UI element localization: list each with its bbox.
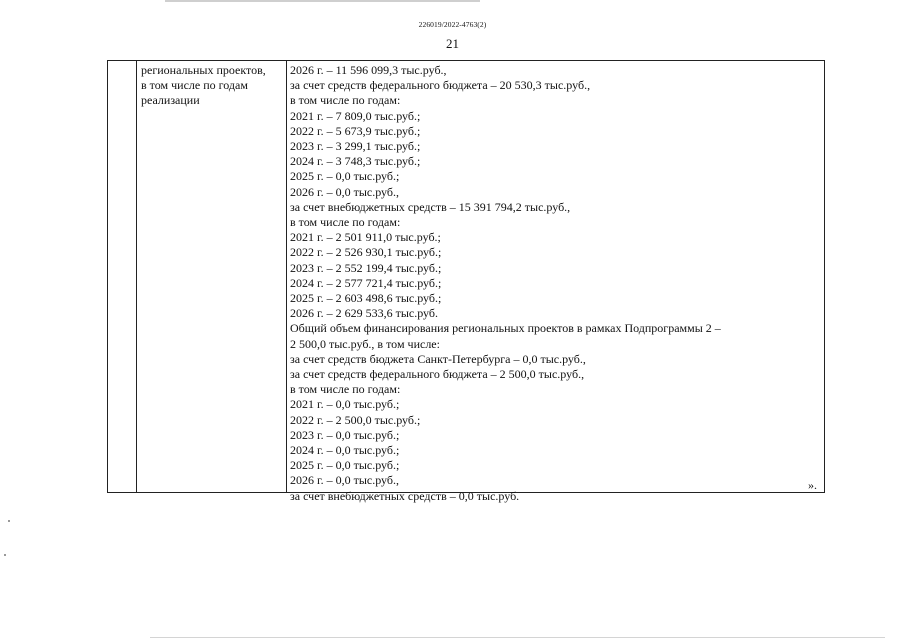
financing-line: за счет внебюджетных средств – 15 391 794,2 тыс.руб., [290,199,571,214]
financing-line: 2023 г. – 0,0 тыс.руб.; [290,427,400,442]
scan-speck [8,520,10,522]
financing-line: 2023 г. – 2 552 199,4 тыс.руб.; [290,260,442,275]
financing-line: 2026 г. – 2 629 533,6 тыс.руб. [290,306,438,321]
financing-line: в том числе по годам: [290,93,401,108]
financing-line: за счет средств федерального бюджета – 2 500,0 тыс.руб., [290,367,585,382]
financing-line: 2025 г. – 2 603 498,6 тыс.руб.; [290,291,442,306]
financing-line: 2025 г. – 0,0 тыс.руб.; [290,458,400,473]
label-cell [141,63,286,109]
financing-line: Общий объем финансирования региональных проектов в рамках Подпрограммы 2 – [290,321,721,336]
scan-edge-top [165,0,480,2]
financing-line: 2024 г. – 0,0 тыс.руб.; [290,443,400,458]
financing-line: 2025 г. – 0,0 тыс.руб.; [290,169,400,184]
financing-line: за счет средств бюджета Санкт-Петербурга – 0,0 тыс.руб., [290,351,586,366]
financing-line: 2022 г. – 2 500,0 тыс.руб.; [290,412,421,427]
label-line: в том числе по годам [141,78,248,93]
table-divider-2 [286,61,287,492]
financing-table [107,60,825,503]
financing-line: 2026 г. – 11 596 099,3 тыс.руб., [290,63,447,77]
financing-text-cell [290,63,790,504]
financing-line: 2021 г. – 7 809,0 тыс.руб.; [290,108,421,123]
page-number: 21 [446,36,459,51]
financing-line: 2021 г. – 0,0 тыс.руб.; [290,397,400,412]
financing-line: 2022 г. – 2 526 930,1 тыс.руб.; [290,245,442,260]
closing-quote-mark: ». [808,478,817,492]
financing-line: 2021 г. – 2 501 911,0 тыс.руб.; [290,230,441,245]
label-line: реализации [141,93,200,108]
table-divider-1 [136,61,137,492]
financing-line: 2023 г. – 3 299,1 тыс.руб.; [290,139,421,154]
financing-line: за счет средств федерального бюджета – 20 530,3 тыс.руб., [290,78,591,93]
financing-line: 2024 г. – 2 577 721,4 тыс.руб.; [290,275,442,290]
financing-line: 2026 г. – 0,0 тыс.руб., [290,184,399,199]
financing-line: 2 500,0 тыс.руб., в том числе: [290,336,440,351]
financing-line: в том числе по годам: [290,382,401,397]
financing-line: 2024 г. – 3 748,3 тыс.руб.; [290,154,421,169]
financing-line: в том числе по годам: [290,215,401,230]
financing-line: за счет внебюджетных средств – 0,0 тыс.руб. [290,488,520,503]
financing-line: 2026 г. – 0,0 тыс.руб., [290,473,399,488]
scan-speck [4,554,6,556]
scan-edge-bottom [150,637,885,638]
financing-line: 2022 г. – 5 673,9 тыс.руб.; [290,123,421,138]
label-line: региональных проектов, [141,63,266,77]
document-id: 226019/2022-4763(2) [418,20,487,29]
